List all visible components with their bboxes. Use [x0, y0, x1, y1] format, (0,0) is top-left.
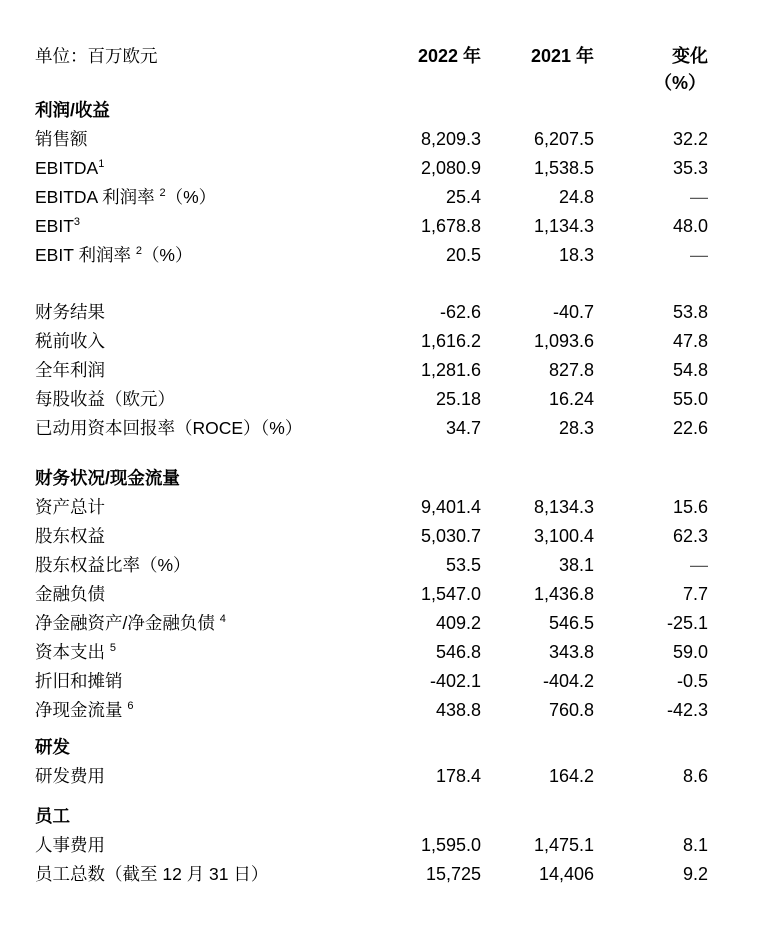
value-change: 32.2 [672, 129, 708, 149]
value-2022: 546.8 [435, 642, 481, 662]
value-change: 15.6 [672, 497, 708, 517]
row-label: 资产总计 [35, 497, 105, 517]
value-2022: 1,616.2 [420, 331, 481, 351]
value-2022: 1,547.0 [420, 584, 481, 604]
spacer-row [35, 270, 708, 298]
footnote-ref: 6 [127, 700, 134, 713]
value-2021: 38.1 [558, 555, 594, 575]
value-2021: 1,475.1 [533, 835, 594, 855]
section-title-row [35, 802, 708, 831]
value-change: -42.3 [666, 700, 708, 720]
value-2021: 164.2 [548, 766, 594, 786]
table-header [35, 40, 708, 96]
section-title-row [35, 464, 708, 493]
value-2021: 16.24 [548, 389, 594, 409]
unit-label: 单位：百万欧元 [35, 46, 158, 66]
row-label: 每股收益（欧元） [35, 389, 175, 409]
table-section [35, 464, 708, 725]
value-2022: 409.2 [435, 613, 481, 633]
table-row [35, 667, 708, 696]
footnote-ref: 3 [73, 216, 81, 229]
row-label: 资本支出 $^5$ [35, 642, 116, 662]
table-section [35, 733, 708, 791]
section-title-row [35, 96, 708, 125]
section-title: 员工 [35, 806, 70, 826]
value-change: 54.8 [672, 360, 708, 380]
table-row [35, 125, 708, 154]
value-2022: 8,209.3 [420, 129, 481, 149]
row-label: 人事费用 [35, 835, 105, 855]
value-change: 9.2 [682, 864, 708, 884]
row-label: EBITDA$^1$ [35, 158, 105, 178]
value-change: — [690, 555, 708, 575]
value-2021: 1,134.3 [533, 216, 594, 236]
value-2022: 178.4 [435, 766, 481, 786]
table-row [35, 385, 708, 414]
row-label: 员工总数（截至 12 月 31 日） [35, 864, 269, 884]
row-label: 税前收入 [35, 331, 105, 351]
table-row [35, 638, 708, 667]
table-body [35, 96, 708, 889]
footnote-ref: 4 [219, 613, 226, 626]
table-row [35, 831, 708, 860]
column-header-change [594, 40, 708, 97]
row-label: EBIT$^3$ [35, 216, 81, 236]
section-title: 研发 [35, 737, 70, 757]
value-change: -25.1 [666, 613, 708, 633]
footnote-ref: 5 [109, 642, 116, 655]
row-label: 研发费用 [35, 766, 105, 786]
value-2022: 53.5 [445, 555, 481, 575]
value-2021: -40.7 [552, 302, 594, 322]
column-header-2022: 2022 年 [417, 46, 481, 66]
table-row [35, 154, 708, 183]
value-2022: 2,080.9 [420, 158, 481, 178]
row-label: 财务结果 [35, 302, 105, 322]
table-row [35, 860, 708, 889]
value-change: 53.8 [672, 302, 708, 322]
row-label: 股东权益 [35, 526, 105, 546]
section-title: 财务状况/现金流量 [35, 468, 180, 488]
value-2022: 15,725 [425, 864, 481, 884]
value-2021: 827.8 [548, 360, 594, 380]
value-2022: 438.8 [435, 700, 481, 720]
value-2021: 18.3 [558, 245, 594, 265]
value-2022: 1,595.0 [420, 835, 481, 855]
value-2021: 14,406 [538, 864, 594, 884]
value-change: 62.3 [672, 526, 708, 546]
value-2022: -402.1 [429, 671, 481, 691]
value-change: -0.5 [676, 671, 708, 691]
value-2022: 1,281.6 [420, 360, 481, 380]
row-label: EBIT 利润率 $^2$（%） [35, 245, 193, 265]
table-row [35, 212, 708, 241]
value-change: — [690, 245, 708, 265]
value-2022: 20.5 [445, 245, 481, 265]
row-label: 净现金流量 $^6$ [35, 700, 134, 720]
row-label: 全年利润 [35, 360, 105, 380]
table-row [35, 183, 708, 212]
value-change: 35.3 [672, 158, 708, 178]
value-2022: 34.7 [445, 418, 481, 438]
value-change: 8.6 [682, 766, 708, 786]
value-2021: 28.3 [558, 418, 594, 438]
value-change: 7.7 [682, 584, 708, 604]
column-header-change-label: 变化 [672, 46, 708, 66]
table-section [35, 96, 708, 443]
value-change: 47.8 [672, 331, 708, 351]
table-row [35, 551, 708, 580]
footnote-ref: 2 [135, 245, 142, 258]
value-2021: 343.8 [548, 642, 594, 662]
value-2022: 1,678.8 [420, 216, 481, 236]
value-2021: 6,207.5 [533, 129, 594, 149]
table-row [35, 241, 708, 270]
value-2021: 24.8 [558, 187, 594, 207]
row-label: 净金融资产/净金融负债 $^4$ [35, 613, 226, 633]
value-2021: 1,538.5 [533, 158, 594, 178]
table-row [35, 522, 708, 551]
row-label: 销售额 [35, 129, 88, 149]
table-row [35, 414, 708, 443]
value-2022: 25.18 [435, 389, 481, 409]
value-change: 59.0 [672, 642, 708, 662]
table-row [35, 356, 708, 385]
row-label: 股东权益比率（%） [35, 555, 191, 575]
table-row [35, 609, 708, 638]
value-2022: 9,401.4 [420, 497, 481, 517]
value-2021: -404.2 [542, 671, 594, 691]
value-2021: 546.5 [548, 613, 594, 633]
row-label: 已动用资本回报率（ROCE）（%） [35, 418, 303, 438]
table-section [35, 802, 708, 889]
value-2021: 8,134.3 [533, 497, 594, 517]
table-row [35, 696, 708, 725]
row-label: 金融负债 [35, 584, 105, 604]
value-2021: 1,093.6 [533, 331, 594, 351]
value-2022: 25.4 [445, 187, 481, 207]
table-row [35, 580, 708, 609]
value-change: 48.0 [672, 216, 708, 236]
value-change: — [690, 187, 708, 207]
section-title-row [35, 733, 708, 762]
table-row [35, 298, 708, 327]
value-2022: -62.6 [439, 302, 481, 322]
value-2021: 1,436.8 [533, 584, 594, 604]
row-label: 折旧和摊销 [35, 671, 123, 691]
value-change: 22.6 [672, 418, 708, 438]
section-title: 利润/收益 [35, 100, 110, 120]
value-change: 55.0 [672, 389, 708, 409]
row-label: EBITDA 利润率 $^2$（%） [35, 187, 217, 207]
footnote-ref: 2 [159, 187, 166, 200]
table-row [35, 327, 708, 356]
table-row [35, 493, 708, 522]
footnote-ref: 1 [98, 158, 105, 171]
column-header-change-percent: （%） [653, 73, 706, 93]
value-2021: 3,100.4 [533, 526, 594, 546]
value-2022: 5,030.7 [420, 526, 481, 546]
column-header-2021: 2021 年 [530, 46, 594, 66]
value-change: 8.1 [682, 835, 708, 855]
value-2021: 760.8 [548, 700, 594, 720]
table-row [35, 762, 708, 791]
